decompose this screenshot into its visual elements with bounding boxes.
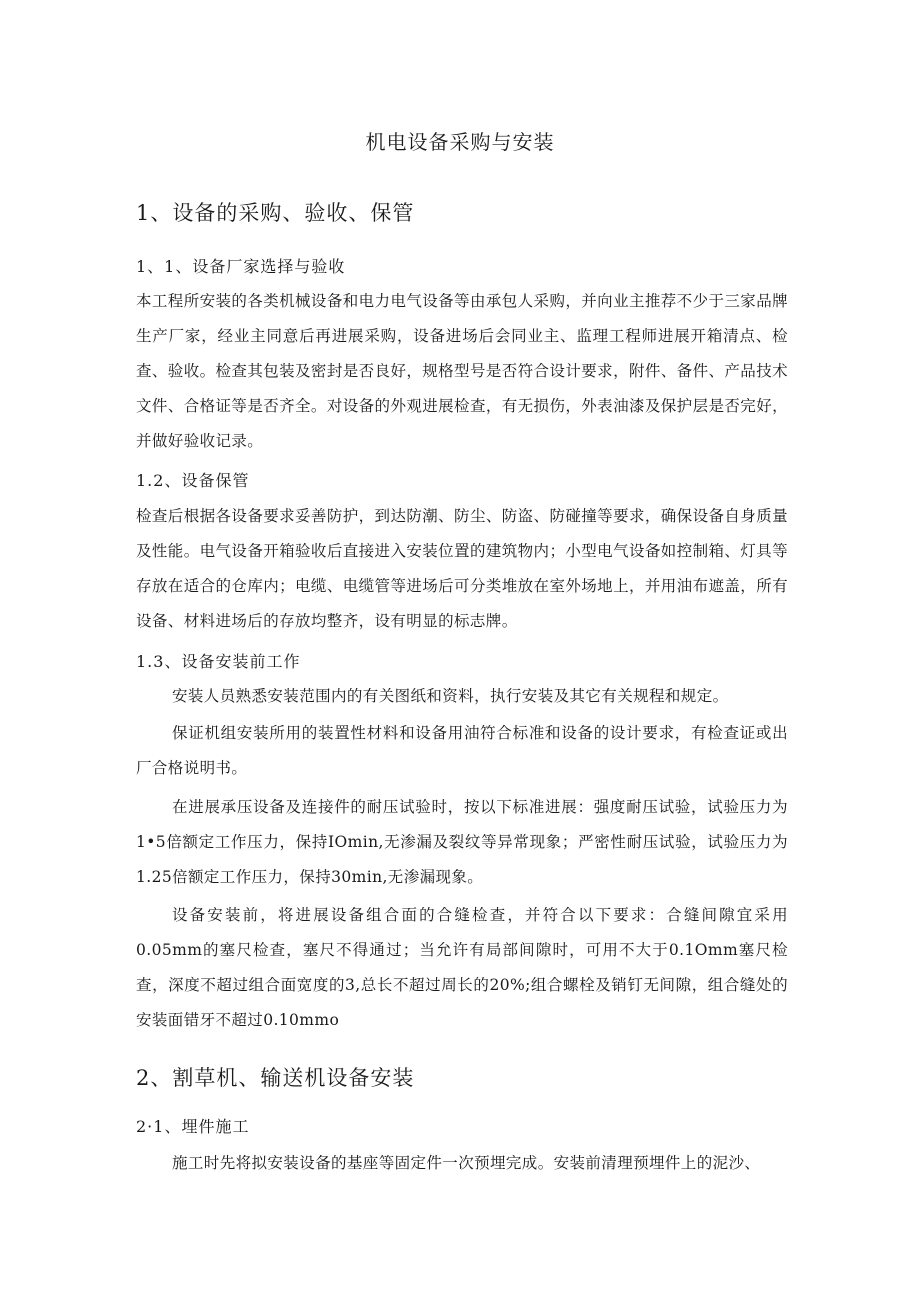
section-1-3-paragraph-2: 保证机组安装所用的装置性材料和设备用油符合标准和设备的设计要求，有检查证或出厂合格说明书。 (136, 724, 788, 777)
section-2-1-heading: 2·1、埋件施工 (136, 1117, 250, 1136)
section-2-1-paragraph: 施工时先将拟安装设备的基座等固定件一次预埋完成。安装前清理预埋件上的泥沙、 (172, 1154, 761, 1172)
section-1-1-paragraph: 本工程所安装的各类机械设备和电力电气设备等由承包人采购，并向业主推荐不少于三家品牌生产厂家，经业主同意后再进展采购，设备进场后会同业主、监理工程师进展开箱清点、检查、验收。检查其包装及密封是否良好，规格型号是否符合设计要求，附件、备件、产品技术文件、合格证等是否齐全。对设备的外观进展检查，有无损伤，外表油漆及保护层是否完好，并做好验收记录。 (136, 292, 788, 450)
section-2-heading: 2、割草机、输送机设备安装 (136, 1066, 415, 1090)
section-1-2-paragraph: 检查后根据各设备要求妥善防护，到达防潮、防尘、防盗、防碰撞等要求，确保设备自身质量及性能。电气设备开箱验收后直接进入安装位置的建筑物内；小型电气设备如控制箱、灯具等存放在适合的仓库内；电缆、电缆管等进场后可分类堆放在室外场地上，并用油布遮盖，所有设备、材料进场后的存放均整齐，设有明显的标志牌。 (136, 507, 788, 630)
section-1-3-paragraph-1: 安装人员熟悉安装范围内的有关图纸和资料，执行安装及其它有关规程和规定。 (172, 687, 729, 705)
section-1-3-paragraph-4: 设备安装前，将进展设备组合面的合缝检查，并符合以下要求：合缝间隙宜采用0.05mm的塞尺检查，塞尺不得通过；当允许有局部间隙时，可用不大于0.1Omm塞尺检查，深度不超过组合面宽度的3,总长不超过周长的20%;组合螺栓及销钉无间隙，组合缝处的安装面错牙不超过0.10mmo (136, 906, 788, 1029)
section-1-3-paragraph-3: 在进展承压设备及连接件的耐压试验时，按以下标准进展：强度耐压试验，试验压力为1•5倍额定工作压力，保持IOmin,无渗漏及裂纹等异常现象；严密性耐压试验，试验压力为1.25倍额定工作压力，保持30min,无渗漏现象。 (136, 798, 788, 886)
section-1-heading: 1、设备的采购、验收、保管 (136, 201, 415, 225)
section-1-3-heading: 1.3、设备安装前工作 (136, 652, 301, 671)
document-title: 机电设备采购与安装 (365, 130, 555, 154)
section-1-1-heading: 1、1、设备厂家选择与验收 (136, 257, 346, 276)
section-1-2-heading: 1.2、设备保管 (136, 471, 250, 490)
